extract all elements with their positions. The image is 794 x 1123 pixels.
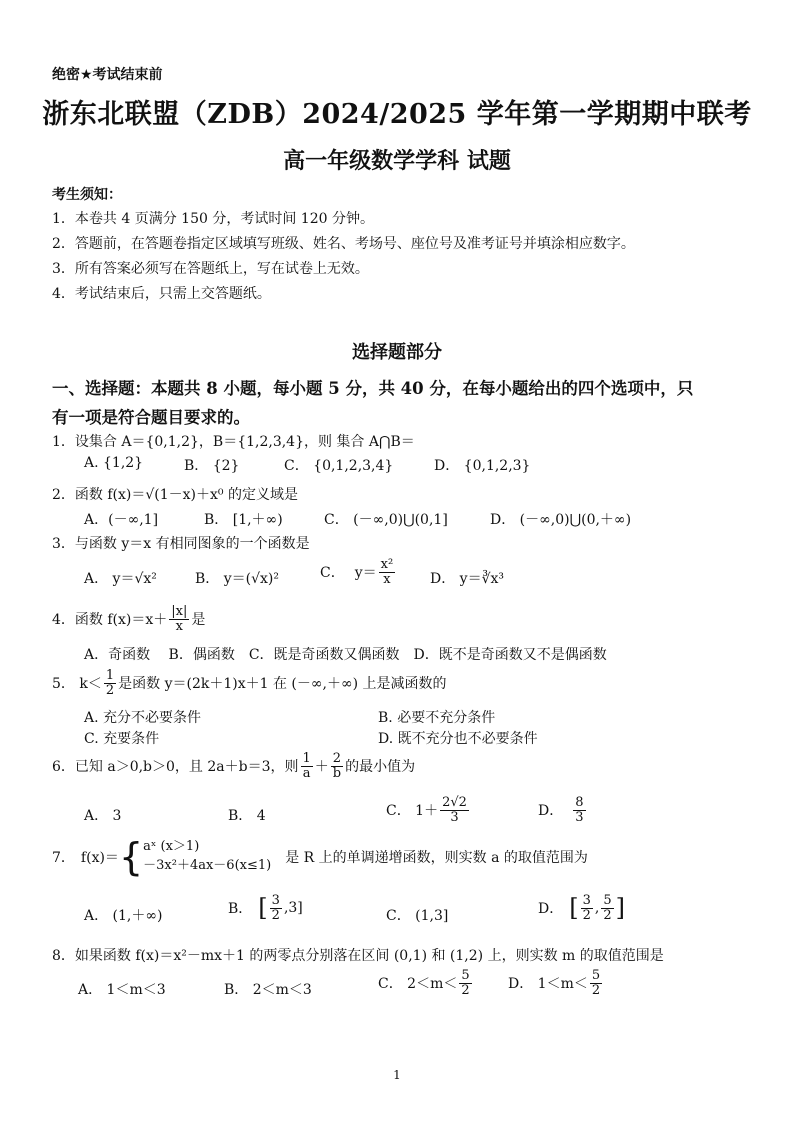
- q1-option-a: A. {1,2}: [84, 455, 144, 471]
- q8-option-d-fraction: [590, 969, 602, 997]
- q6-option-c-label: C． 1＋: [386, 803, 439, 820]
- q6-plus: ＋: [314, 759, 329, 776]
- q8-option-c: [378, 969, 474, 997]
- piecewise-brace: {: [118, 835, 144, 879]
- q6-option-c-fraction: [440, 796, 469, 824]
- question-3-stem: 3．与函数 y＝x 有相同图象的一个函数是: [52, 536, 310, 552]
- q3-option-c: [320, 558, 397, 586]
- q7-stem-post: 是 R 上的单调递增函数，则实数 a 的取值范围为: [285, 850, 588, 866]
- q1-option-d: D． {0,1,2,3}: [434, 458, 531, 474]
- confidential-label: 绝密★考试结束前: [52, 67, 163, 83]
- exam-subtitle: 高一年级数学学科 试题: [283, 148, 511, 174]
- q5-option-b: B. 必要不充分条件: [378, 710, 496, 726]
- fraction-numerator: 5: [603, 893, 612, 908]
- q7-option-b-label: B．: [228, 901, 253, 918]
- q2-option-a: A．(－∞,1]: [84, 512, 159, 528]
- q7-case-2: －3x²＋4ax－6(x≤1): [143, 858, 272, 873]
- fraction-denominator: 2: [603, 907, 612, 923]
- q2-option-d: D． (－∞,0)⋃(0,＋∞): [490, 512, 632, 528]
- q3-option-c-lhs: y＝: [354, 565, 377, 582]
- q5-stem-pre: 5． k＜: [52, 676, 102, 693]
- notice-heading: 考生须知：: [52, 187, 122, 203]
- fraction-numerator: 2√2: [442, 795, 467, 810]
- page-number: 1: [393, 1068, 401, 1082]
- fraction-numerator: 1: [302, 751, 311, 766]
- fraction-numerator: 8: [575, 795, 584, 810]
- q8-option-b: B． 2＜m＜3: [224, 982, 312, 998]
- q2-option-c: C． (－∞,0)⋃(0,1]: [324, 512, 448, 528]
- q1-option-c: C． {0,1,2,3,4}: [284, 458, 394, 474]
- q3-option-d: D． y＝∛x³: [430, 571, 505, 587]
- notice-item: 2．答题前，在答题卷指定区域填写班级、姓名、考场号、座位号及准考证号并填涂相应数字。: [52, 236, 635, 252]
- q4-fraction: [169, 605, 189, 633]
- q8-option-c-fraction: [459, 969, 471, 997]
- fraction-numerator: 2: [332, 751, 342, 766]
- q6-option-d: [538, 796, 588, 824]
- q6-option-c: [386, 796, 471, 824]
- q4-stem-post: 是: [191, 612, 206, 629]
- fraction-numerator: 5: [461, 968, 470, 983]
- q7-option-d-fraction-1: [581, 894, 593, 922]
- q7-option-b-fraction: [270, 894, 282, 922]
- q7-option-c: C． (1,3]: [386, 908, 449, 924]
- question-1-stem: 1．设集合 A＝{0,1,2}，B＝{1,2,3,4}，则 集合 A⋂B＝: [52, 434, 415, 450]
- q6-option-d-fraction: [573, 796, 585, 824]
- question-4-stem: [52, 605, 205, 633]
- q3-option-c-fraction: [379, 558, 396, 586]
- question-6-stem: [52, 752, 415, 780]
- q5-fraction: [104, 669, 116, 697]
- notice-item: 4．考试结束后，只需上交答题纸。: [52, 286, 271, 302]
- q7-option-d-fraction-2: [601, 894, 613, 922]
- q6-option-a: A． 3: [84, 808, 122, 824]
- fraction-denominator: 3: [575, 809, 584, 825]
- q7-option-d-bracket-open: [: [569, 894, 579, 923]
- q1-option-b: B． {2}: [184, 458, 240, 474]
- question-2-stem: 2．函数 f(x)＝√(1－x)＋x⁰ 的定义域是: [52, 487, 298, 503]
- q6-fraction-1: [301, 752, 313, 780]
- q7-option-a: A． (1,＋∞): [84, 908, 163, 924]
- q2-option-b: B． [1,＋∞): [204, 512, 283, 528]
- q6-stem-pre: 6．已知 a＞0,b＞0，且 2a＋b＝3，则: [52, 759, 299, 776]
- q5-option-c: C. 充要条件: [84, 731, 160, 747]
- q3-option-b: B． y＝(√x)²: [195, 571, 279, 587]
- q8-option-c-label: C． 2＜m＜: [378, 976, 458, 993]
- fraction-denominator: x: [175, 618, 183, 634]
- q5-option-d: D. 既不充分也不必要条件: [378, 731, 538, 747]
- part-heading-line1: 一、选择题：本题共 8 小题，每小题 5 分，共 40 分，在每小题给出的四个选项中，只: [52, 379, 694, 398]
- q7-option-b-post: ,3]: [283, 900, 303, 917]
- q4-stem-pre: 4．函数 f(x)＝x＋: [52, 612, 168, 629]
- fraction-numerator: 3: [582, 893, 591, 908]
- q7-case-1: aˣ (x＞1): [143, 839, 200, 855]
- q7-option-d-bracket-close: ]: [615, 894, 625, 923]
- q7-option-b: [228, 894, 303, 922]
- fraction-denominator: 2: [591, 982, 601, 998]
- fraction-denominator: 2: [461, 982, 470, 998]
- fraction-denominator: 2: [271, 907, 280, 923]
- q8-option-d-label: D． 1＜m＜: [508, 976, 588, 993]
- q3-option-a: A． y＝√x²: [84, 571, 157, 587]
- question-5-stem: [52, 669, 447, 697]
- q6-fraction-2: [331, 752, 343, 780]
- fraction-numerator: x²: [380, 557, 394, 572]
- fraction-denominator: 2: [105, 682, 115, 698]
- q5-option-a: A. 充分不必要条件: [84, 710, 202, 726]
- fraction-denominator: 3: [450, 809, 459, 825]
- q6-stem-post: 的最小值为: [345, 759, 416, 776]
- fraction-numerator: 1: [105, 668, 115, 683]
- fraction-denominator: 2: [582, 907, 591, 923]
- fraction-numerator: |x|: [171, 604, 188, 619]
- q5-stem-post: 是函数 y＝(2k＋1)x＋1 在 (－∞,＋∞) 上是减函数的: [118, 676, 447, 693]
- q3-option-c-label: C．: [320, 565, 345, 582]
- q7-number: 7．: [52, 850, 75, 866]
- q7-option-d-comma: ,: [594, 900, 600, 917]
- fraction-denominator: a: [302, 765, 311, 781]
- notice-item: 3．所有答案必须写在答题纸上，写在试卷上无效。: [52, 261, 369, 277]
- q8-option-d: [508, 969, 604, 997]
- q6-option-b: B． 4: [228, 808, 266, 824]
- q7-lhs: f(x)＝: [80, 850, 119, 866]
- fraction-numerator: 3: [271, 893, 280, 908]
- q7-cases: [143, 838, 271, 876]
- q4-options: A．奇函数 B．偶函数 C．既是奇函数又偶函数 D．既不是奇函数又不是偶函数: [84, 647, 607, 663]
- fraction-numerator: 5: [591, 968, 601, 983]
- q8-option-a: A． 1＜m＜3: [78, 982, 166, 998]
- notice-item: 1．本卷共 4 页满分 150 分，考试时间 120 分钟。: [52, 211, 374, 227]
- question-7-stem: [52, 835, 588, 879]
- question-8-stem: 8．如果函数 f(x)＝x²－mx＋1 的两零点分别落在区间 (0,1) 和 (1,2) 上，则实数 m 的取值范围是: [52, 948, 664, 964]
- section-title: 选择题部分: [352, 342, 442, 363]
- q7-option-d-label: D．: [538, 901, 564, 918]
- fraction-denominator: b: [332, 765, 342, 781]
- q6-option-d-label: D．: [538, 803, 564, 820]
- q7-option-d: [538, 894, 625, 922]
- fraction-denominator: x: [383, 571, 391, 587]
- q7-option-b-bracket: [: [258, 894, 268, 923]
- part-heading-line2: 有一项是符合题目要求的。: [52, 408, 250, 427]
- exam-title: 浙东北联盟（ZDB）2024/2025 学年第一学期期中联考: [42, 99, 752, 130]
